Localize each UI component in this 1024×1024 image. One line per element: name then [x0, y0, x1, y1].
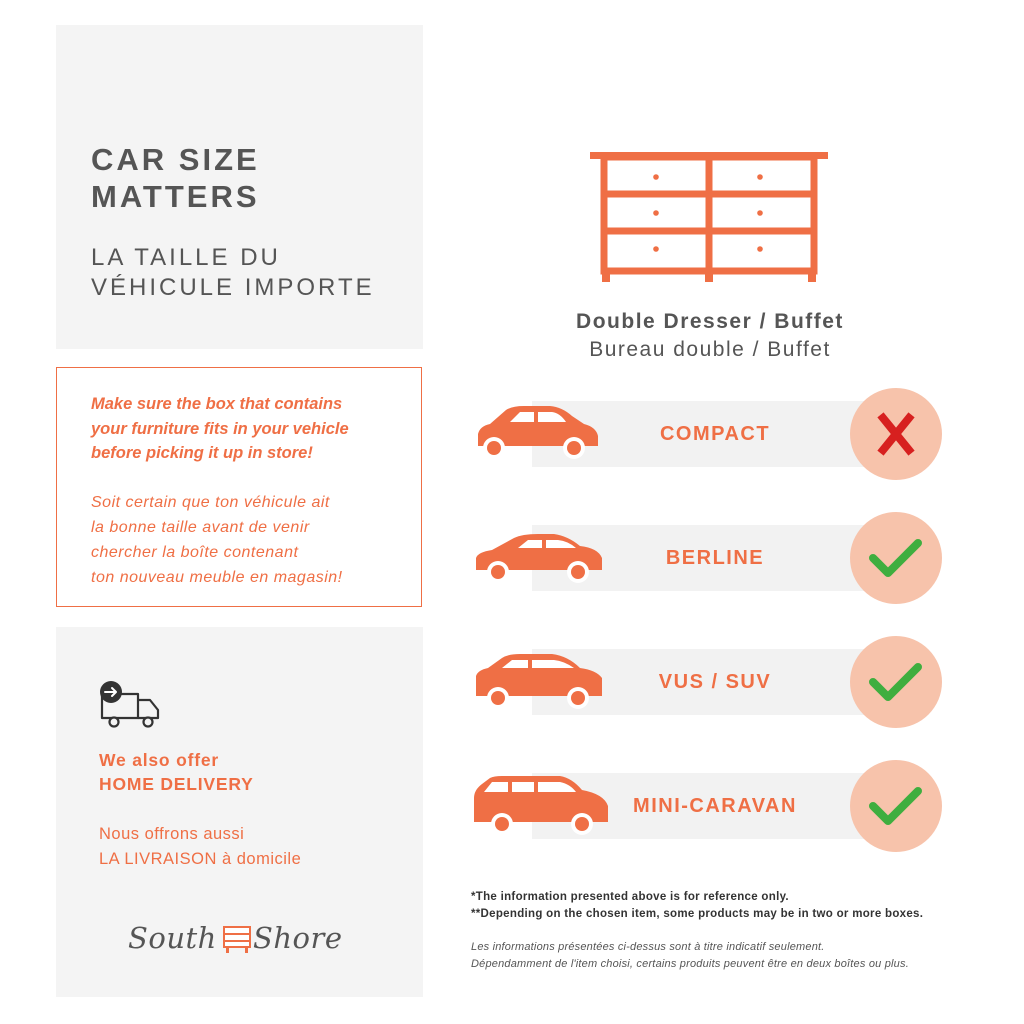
delivery-panel: [56, 627, 423, 997]
status-circle: [850, 760, 942, 852]
title-english: CAR SIZE MATTERS: [91, 142, 260, 214]
notice-french: Soit certain que ton véhicule ait la bonne taille avant de venir chercher la boîte contenant ton nouveau meuble en magasin!: [91, 494, 343, 586]
vehicle-row-sedan: [470, 510, 950, 610]
delivery-french: Nous offrons aussi LA LIVRAISON à domicile: [99, 825, 302, 868]
vehicle-label: COMPACT: [659, 423, 771, 445]
cross-icon: [850, 388, 942, 480]
footnote-french: Les informations présentées ci-dessus sont à titre indicatif seulement. Dépendamment de l'item choisi, certains produits peuvent être en deux boîtes ou plus.: [471, 941, 909, 970]
vehicle-label: MINI-CARAVAN: [633, 795, 797, 817]
check-icon: [850, 760, 942, 852]
brand-name-left: South: [128, 921, 217, 955]
vehicle-label: BERLINE: [665, 547, 765, 569]
vehicle-row-suv: [470, 634, 950, 734]
status-circle: [850, 636, 942, 728]
check-icon: [850, 636, 942, 728]
title-french: LA TAILLE DU VÉHICULE IMPORTE: [91, 244, 375, 301]
compact-car-icon: [472, 398, 602, 468]
check-icon: [850, 512, 942, 604]
status-circle: [850, 512, 942, 604]
double-dresser-icon: [588, 150, 830, 285]
notice-box: [56, 367, 422, 607]
delivery-english: We also offer HOME DELIVERY: [99, 750, 254, 794]
brand-logo: [128, 921, 358, 961]
status-circle: [850, 388, 942, 480]
notice-english: Make sure the box that contains your furniture fits in your vehicle before picking it up in store!: [91, 395, 349, 462]
footnote-english: *The information presented above is for reference only. **Depending on the chosen item, some products may be in two or more boxes.: [471, 891, 924, 920]
vehicle-label: VUS / SUV: [658, 671, 772, 693]
brand-name-right: Shore: [253, 921, 343, 955]
title-panel: [56, 25, 423, 349]
dresser-logo-icon: [222, 925, 252, 955]
vehicle-row-compact: [470, 386, 950, 486]
vehicle-row-minivan: [470, 758, 950, 858]
delivery-truck-icon: [98, 680, 162, 730]
product-name-english: Double Dresser / Buffet: [576, 310, 844, 333]
product-name-french: Bureau double / Buffet: [589, 338, 831, 361]
